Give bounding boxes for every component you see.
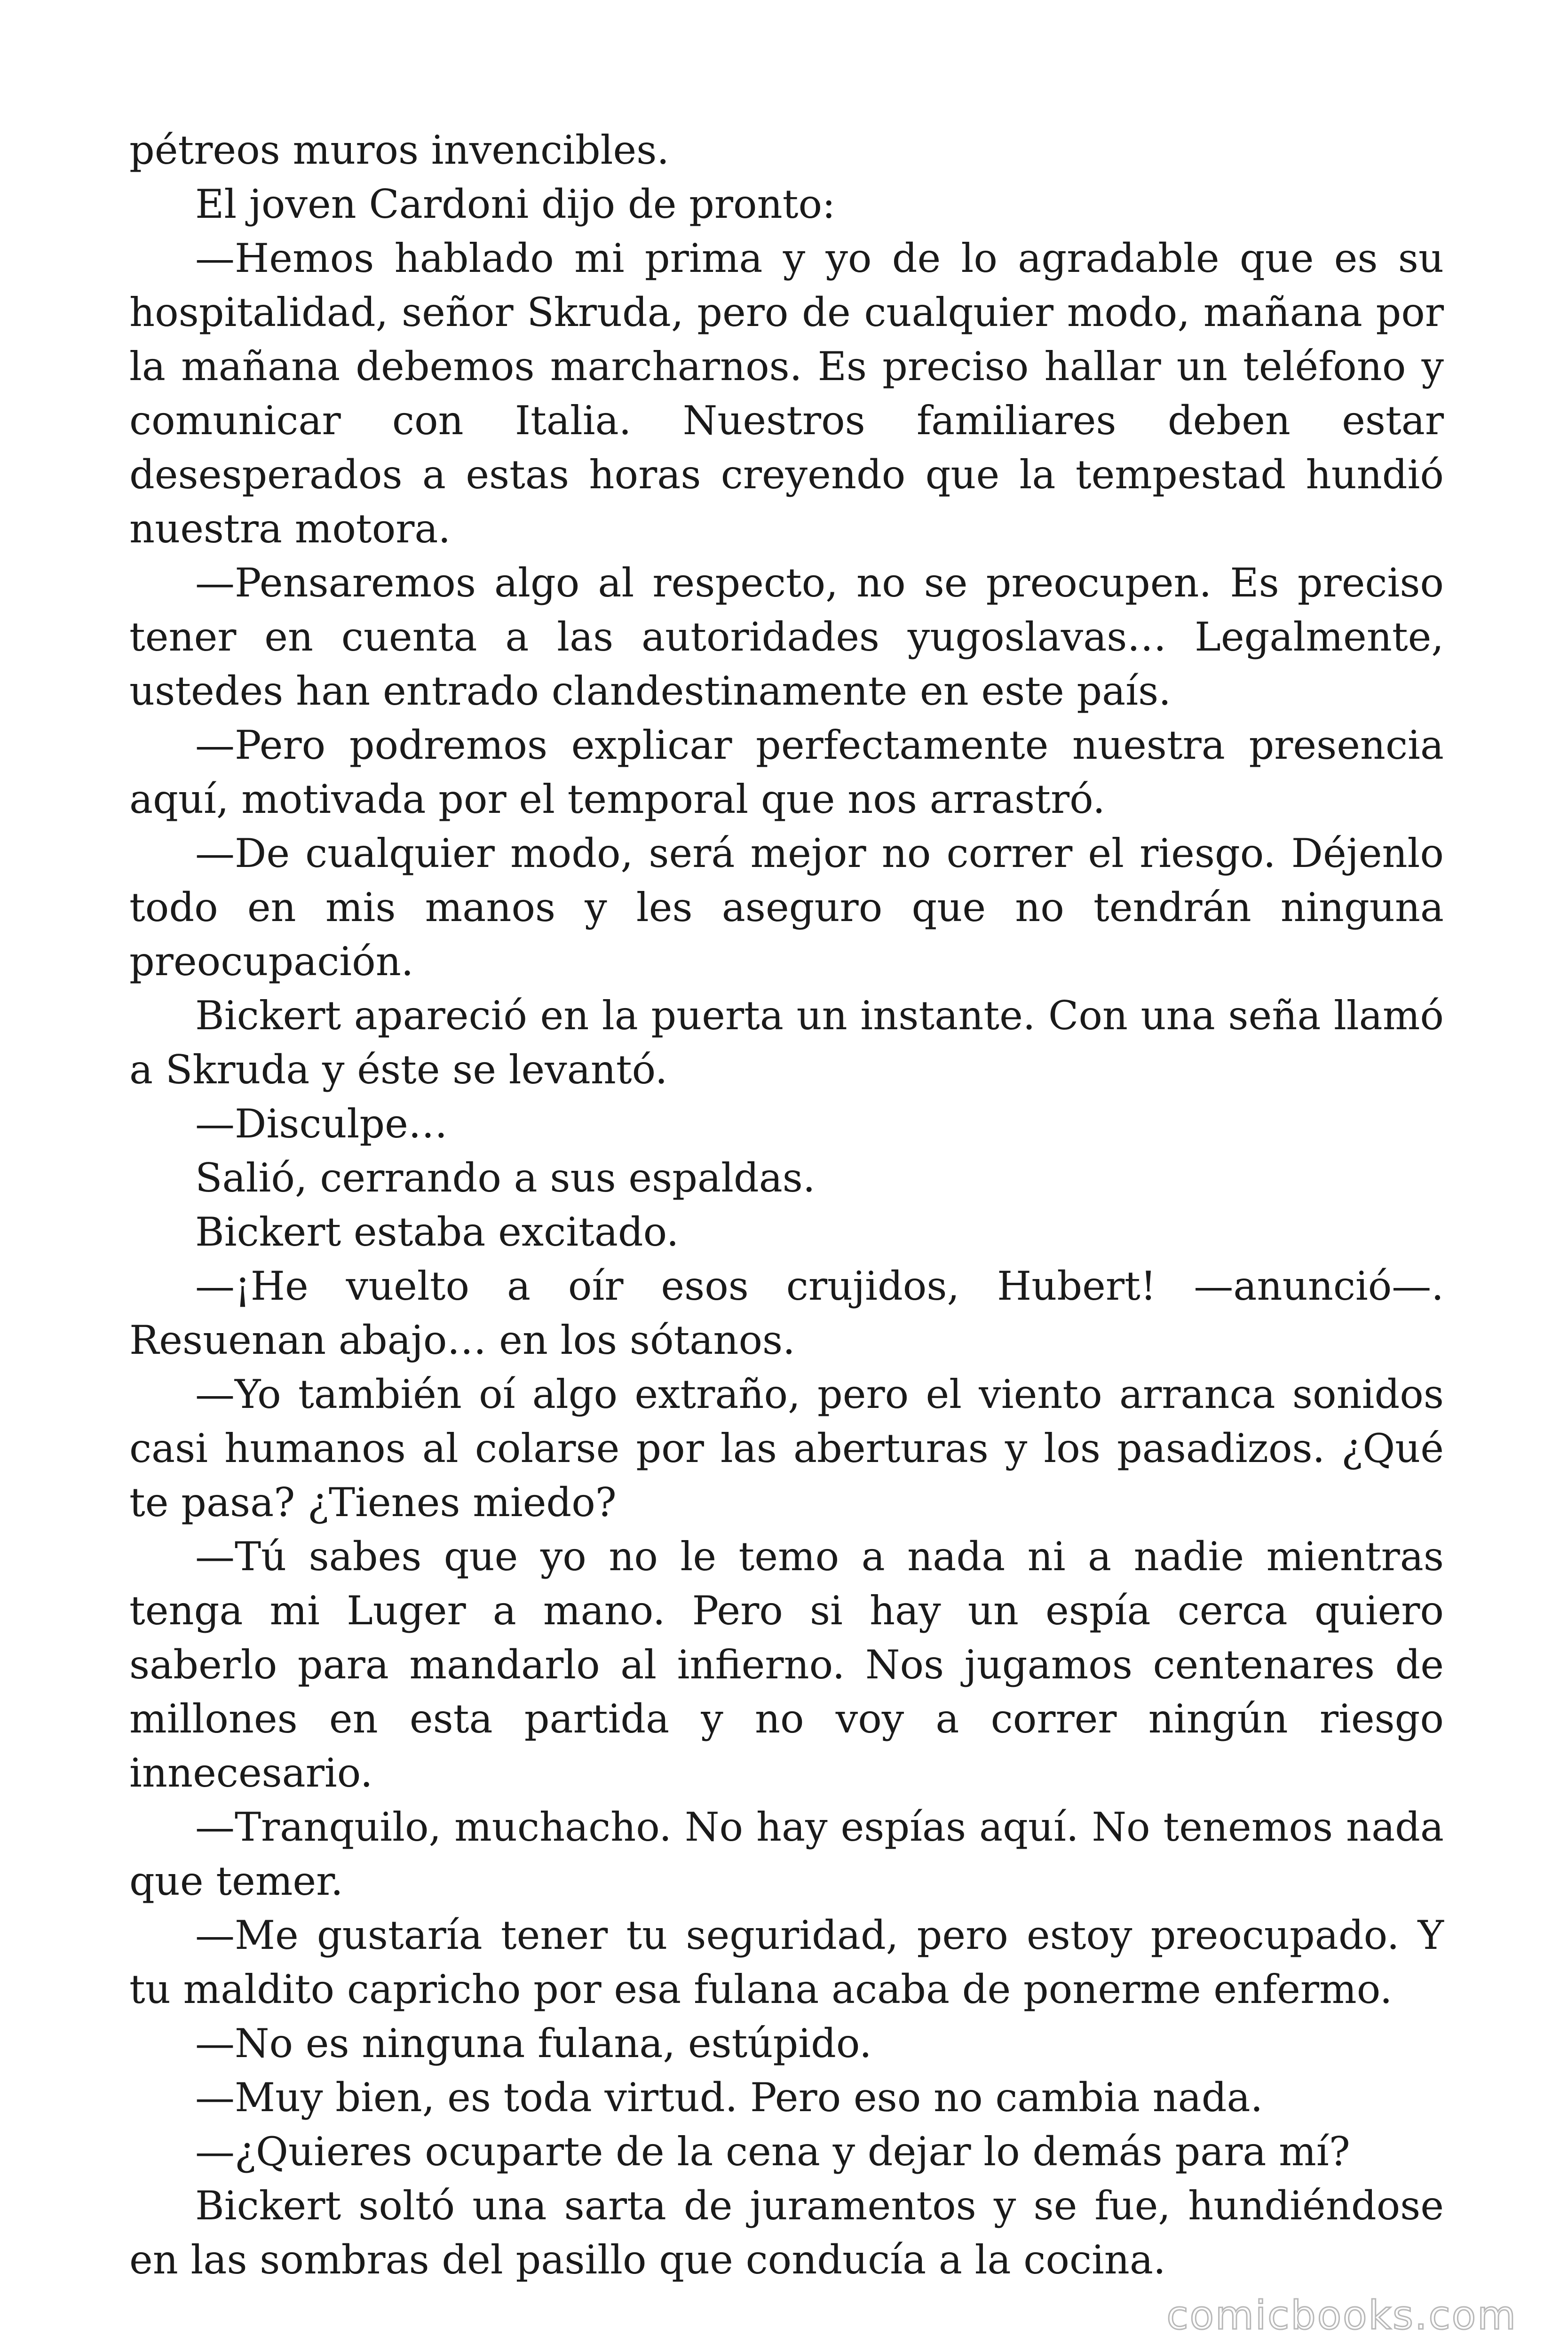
paragraph: —Pensaremos algo al respecto, no se preocupen. Es preciso tener en cuenta a las autoridades yugoslavas… Legalmente, ustedes han entrado clandestinamente en este país. (129, 560, 1444, 714)
paragraph: Bickert apareció en la puerta un instante. Con una seña llamó a Skruda y éste se levantó. (129, 993, 1444, 1093)
paragraph: —Hemos hablado mi prima y yo de lo agradable que es su hospitalidad, señor Skruda, pero de cualquier modo, mañana por la mañana debemos marcharnos. Es preciso hallar un teléfono y comunicar con Italia. Nuestros familiares deben estar desesperados a estas horas creyendo que la tempestad hundió nuestra motora. (129, 235, 1444, 552)
paragraph: —Yo también oí algo extraño, pero el viento arranca sonidos casi humanos al colarse por las aberturas y los pasadizos. ¿Qué te pasa? ¿Tienes miedo? (129, 1371, 1444, 1526)
paragraph: —No es ninguna fulana, estúpido. (195, 2020, 872, 2066)
book-page-text (129, 123, 1444, 2287)
paragraph: Bickert soltó una sarta de juramentos y se fue, hundiéndose en las sombras del pasillo que conducía a la cocina. (129, 2183, 1444, 2283)
paragraph: —Tranquilo, muchacho. No hay espías aquí. No tenemos nada que temer. (129, 1804, 1444, 1904)
paragraph: —Pero podremos explicar perfectamente nuestra presencia aquí, motivada por el temporal que nos arrastró. (129, 722, 1444, 822)
paragraph: —Tú sabes que yo no le temo a nada ni a nadie mientras tenga mi Luger a mano. Pero si hay un espía cerca quiero saberlo para mandarlo al infierno. Nos jugamos centenares de millones en esta partida y no voy a correr ningún riesgo innecesario. (129, 1534, 1444, 1796)
paragraph: —Disculpe… (195, 1101, 448, 1147)
paragraph: Salió, cerrando a sus espaldas. (195, 1155, 816, 1201)
paragraph: Bickert estaba excitado. (195, 1209, 679, 1255)
paragraph: El joven Cardoni dijo de pronto: (195, 181, 836, 227)
paragraph: —Muy bien, es toda virtud. Pero eso no cambia nada. (195, 2074, 1263, 2121)
paragraph: —De cualquier modo, será mejor no correr el riesgo. Déjenlo todo en mis manos y les aseguro que no tendrán ninguna preocupación. (129, 830, 1444, 985)
paragraph: —Me gustaría tener tu seguridad, pero estoy preocupado. Y tu maldito capricho por esa fulana acaba de ponerme enfermo. (129, 1912, 1444, 2012)
paragraph: —¡He vuelto a oír esos crujidos, Hubert! —anunció—. Resuenan abajo… en los sótanos. (129, 1263, 1444, 1363)
paragraph: —¿Quieres ocuparte de la cena y dejar lo demás para mí? (195, 2129, 1350, 2175)
paragraph: pétreos muros invencibles. (129, 127, 670, 173)
watermark: comicbooks.com (1166, 2292, 1517, 2338)
